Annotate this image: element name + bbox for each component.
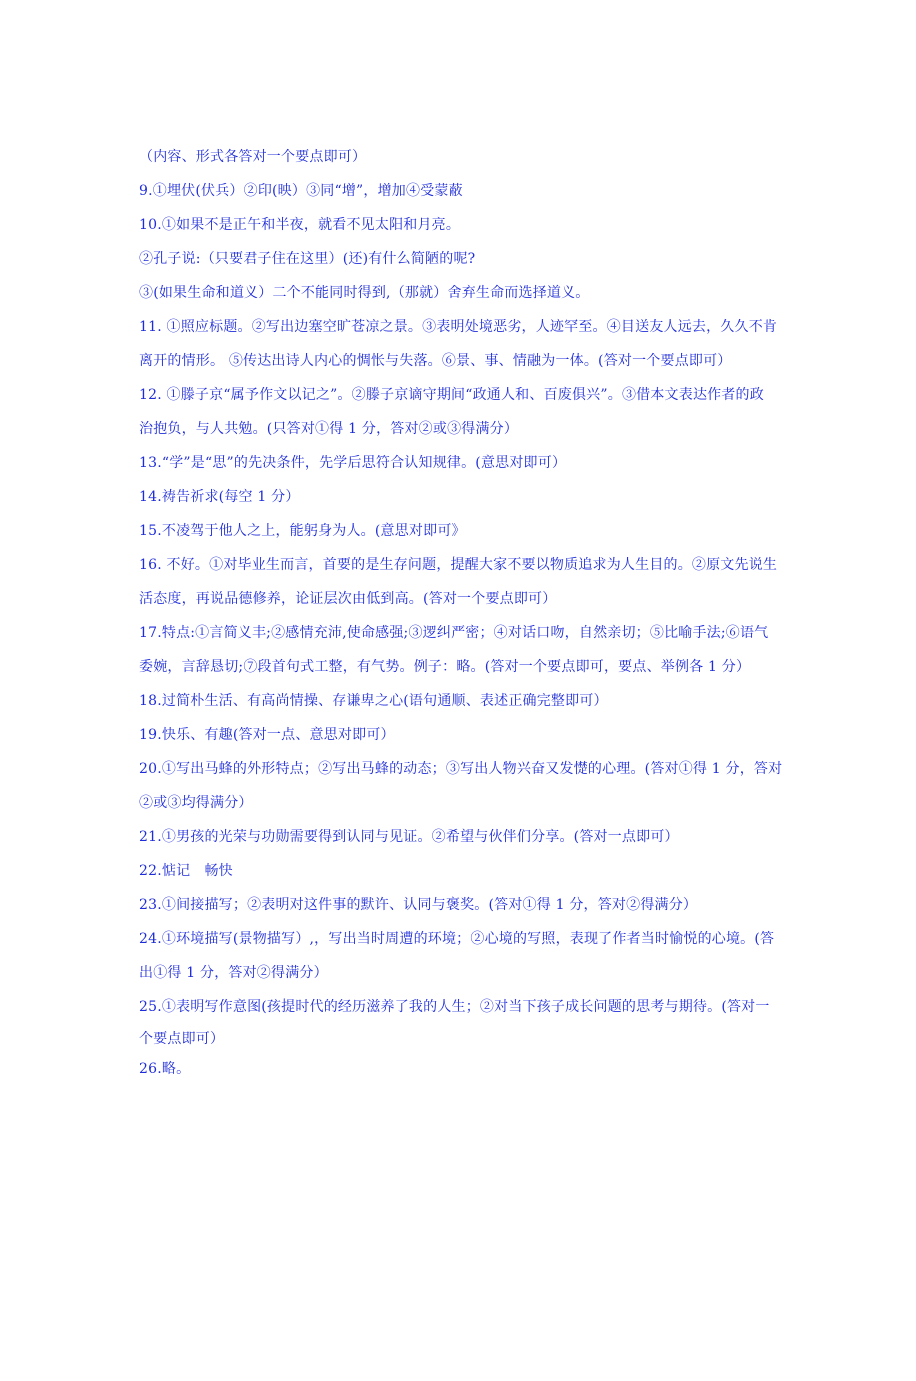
answer-line: 17.特点:①言简义丰;②感情充沛,使命感强;③逻纠严密；④对话口吻，自然亲切；⑤比喻手法;⑥语气	[139, 625, 769, 641]
answer-line: 11. ①照应标题。②写出边塞空旷苍凉之景。③表明处境恶劣，人迹罕至。④目送友人远去，久久不肯	[139, 319, 778, 335]
answer-line: 16. 不好。①对毕业生而言，首要的是生存问题，提醒大家不要以物质追求为人生目的。②原文先说生	[139, 557, 778, 573]
answer-line: 20.①写出马蜂的外形特点；②写出马蜂的动态；③写出人物兴奋又发憷的心理。(答对①得 1 分，答对	[139, 761, 783, 777]
answer-line: 25.①表明写作意图(孩提时代的经历滋养了我的人生；②对当下孩子成长问题的思考与期待。(答对一	[139, 999, 770, 1015]
answer-text-block	[139, 140, 829, 1084]
answer-line: ②孔子说:（只要君子住在这里）(还)有什么简陋的呢?	[139, 251, 476, 267]
answer-line: 19.快乐、有趣(答对一点、意思对即可）	[139, 727, 395, 743]
answer-line: 12. ①滕子京“属予作文以记之”。②滕子京谪守期间“政通人和、百废俱兴”。③借本文表达作者的政	[139, 387, 764, 403]
answer-line: 22.惦记 畅快	[139, 863, 233, 879]
answer-line: 个要点即可）	[139, 1031, 225, 1047]
answer-line: 18.过简朴生活、有高尚情操、存谦卑之心(语句通顺、表述正确完整即可）	[139, 693, 608, 709]
answer-line: ②或③均得满分）	[139, 795, 253, 811]
answer-line: 15.不凌驾于他人之上，能躬身为人。(意思对即可》	[139, 523, 466, 539]
answer-line: 13.“学”是“思”的先决条件，先学后思符合认知规律。(意思对即可）	[139, 455, 567, 471]
answer-line: 活态度，再说品德修养，论证层次由低到高。(答对一个要点即可）	[139, 591, 557, 607]
answer-line: 治抱负，与人共勉。(只答对①得 1 分，答对②或③得满分）	[139, 421, 519, 437]
answer-line: 9.①埋伏(伏兵）②印(映）③同“增”，增加④受蒙蔽	[139, 183, 463, 199]
answer-line: 26.略。	[139, 1061, 191, 1077]
answer-line: （内容、形式各答对一个要点即可）	[139, 149, 367, 165]
answer-line: 24.①环境描写(景物描写）,，写出当时周遭的环境；②心境的写照，表现了作者当时愉悦的心境。(答	[139, 931, 775, 947]
answer-line: ③(如果生命和道义）二个不能同时得到,（那就）舍弃生命而选择道义。	[139, 285, 590, 301]
answer-line: 23.①间接描写；②表明对这件事的默许、认同与褒奖。(答对①得 1 分，答对②得满分）	[139, 897, 698, 913]
answer-line: 离开的情形。 ⑤传达出诗人内心的惆怅与失落。⑥景、事、情融为一体。(答对一个要点即可）	[139, 353, 732, 369]
answer-line: 委婉，言辞恳切;⑦段首句式工整，有气势。例子：略。(答对一个要点即可，要点、举例各 1 分）	[139, 659, 751, 675]
answer-line: 10.①如果不是正午和半夜，就看不见太阳和月亮。	[139, 217, 461, 233]
answer-line: 出①得 1 分，答对②得满分）	[139, 965, 328, 981]
answer-line: 21.①男孩的光荣与功勋需要得到认同与见证。②希望与伙伴们分享。(答对一点即可）	[139, 829, 679, 845]
answer-line: 14.祷告祈求(每空 1 分）	[139, 489, 300, 505]
